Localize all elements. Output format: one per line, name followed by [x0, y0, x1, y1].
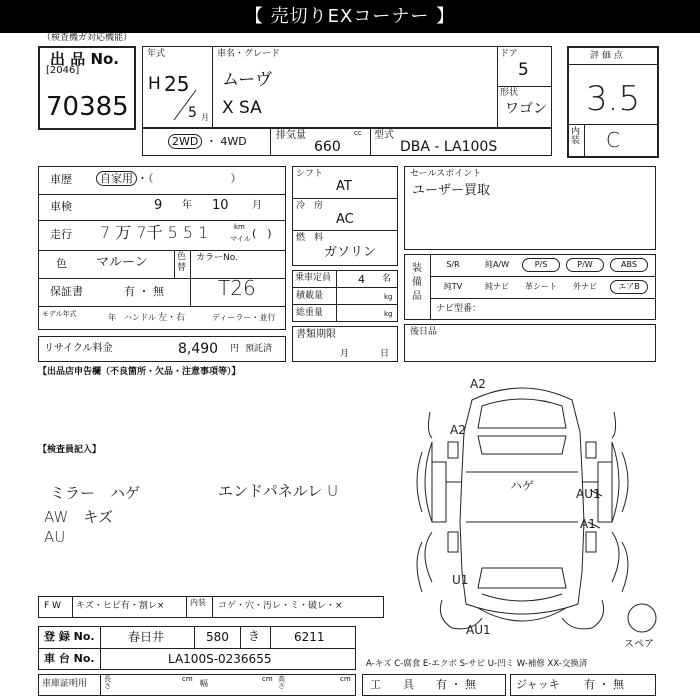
- history-label: 車歴: [50, 173, 72, 186]
- doors-value: 5: [518, 60, 529, 80]
- fuel-label: 燃 料: [296, 233, 324, 243]
- model-value: DBA - LA100S: [400, 139, 498, 155]
- load-unit: kg: [384, 293, 393, 301]
- equipment-item: 外ナビ: [573, 282, 597, 291]
- recycle-deposit: 預託済: [245, 344, 273, 354]
- diagram-mark-5: A1: [580, 517, 596, 531]
- ac-value: AC: [336, 212, 354, 227]
- certificate-unit-3: cm: [340, 675, 351, 683]
- ac-label: 冷 房: [296, 201, 324, 211]
- handle-label: ハンドル: [124, 313, 156, 322]
- navi-label: ナビ型番：: [436, 304, 482, 314]
- doors-label: ドア: [500, 49, 518, 59]
- inspector-line-3: AU: [44, 528, 66, 546]
- mileage-unit-km: km: [234, 223, 245, 231]
- history-field: 自家用 ・（ ）: [96, 173, 242, 184]
- car-grade: X SA: [222, 98, 262, 118]
- sales-point-label: セールスポイント: [410, 169, 482, 179]
- capacity-label: 乗車定員: [295, 273, 332, 283]
- diagram-mark-3: ハゲ: [510, 479, 535, 493]
- after-box: [404, 324, 656, 362]
- color-value: マルーン: [96, 255, 148, 270]
- lot-sub: [2046]: [46, 65, 80, 76]
- shape-value: ワゴン: [505, 101, 547, 117]
- weight-unit: kg: [384, 310, 393, 318]
- car-name: ムーヴ: [222, 70, 273, 90]
- mileage-label: 走行: [50, 228, 72, 241]
- capacity-unit: 名: [382, 274, 392, 284]
- shift-label: シフト: [296, 169, 324, 179]
- chassis-value: LA100S-0236655: [168, 652, 272, 666]
- equipment-label: 装備品: [412, 263, 422, 302]
- displacement-value: 660: [314, 139, 341, 155]
- diagram-mark-1: A2: [470, 377, 486, 391]
- fw-items: キズ・ヒビ有・割レ×: [76, 601, 165, 611]
- inspector-line-2: AW キズ: [44, 508, 113, 526]
- displacement-unit: cc: [354, 129, 362, 137]
- docs-day-unit: 日: [380, 349, 390, 359]
- shape-label: 形状: [500, 88, 519, 98]
- model-year-unit: 年: [108, 313, 116, 322]
- equipment-item: エアB: [610, 280, 648, 294]
- damage-legend: A-キズ C-腐食 E-エクボ S-サビ U-凹ミ W-補修 XX-交換済: [366, 659, 588, 669]
- registration-number: 6211: [294, 630, 325, 644]
- color-change-label: 色替: [177, 252, 187, 273]
- interior-label: 内装: [571, 127, 581, 146]
- dealer-label: ディーラー・並行: [212, 313, 276, 322]
- fuel-value: ガソリン: [324, 245, 377, 260]
- recycle-value: 8,490: [178, 341, 219, 357]
- equipment-item: 純A/W: [484, 260, 510, 269]
- diagram-mark-7: AU1: [466, 623, 491, 637]
- year-month-unit: 月: [201, 113, 209, 122]
- inspection-year: 9: [154, 198, 163, 213]
- certificate-unit-2: cm: [262, 675, 273, 683]
- after-label: 後日品: [410, 327, 438, 337]
- header-banner: [0, 0, 700, 33]
- inspector-line-1b: エンドパネルレ U: [218, 482, 339, 500]
- year-label: 年式: [147, 49, 166, 59]
- history-value: 自家用: [96, 171, 137, 186]
- tools-label: 工 具: [370, 678, 414, 691]
- equipment-item: 純TV: [443, 282, 463, 291]
- fw-label: F W: [44, 601, 61, 611]
- recycle-unit: 円: [230, 344, 240, 354]
- displacement-label: 排気量: [276, 130, 306, 141]
- header-title: 【 売切りEXコーナー 】: [244, 6, 456, 27]
- load-label: 積載量: [296, 291, 324, 301]
- warranty-value: 有 ・ 無: [124, 285, 164, 298]
- registration-kana: き: [248, 629, 261, 643]
- docs-label: 書類期限: [296, 329, 336, 340]
- certificate-width: 幅: [200, 679, 208, 688]
- inspection-label: 車検: [50, 200, 72, 213]
- equipment-item: ABS: [610, 258, 648, 272]
- inspection-year-unit: 年: [182, 200, 192, 211]
- model-label: 型式: [374, 130, 394, 141]
- inspection-month: 10: [212, 198, 229, 213]
- registration-label: 登 録 No.: [44, 630, 95, 643]
- certificate-height: 高さ: [278, 675, 285, 690]
- score-value: 3.5: [586, 79, 641, 119]
- remarks-label: 【出品店申告欄（不良箇所・欠品・注意事項等）】: [38, 367, 241, 377]
- handle-value: 左・右: [158, 313, 186, 323]
- equipment-item: 革シート: [525, 282, 557, 291]
- lot-label: 出 品 No.: [50, 50, 120, 68]
- year-era: H: [148, 74, 161, 94]
- docs-month-unit: 月: [340, 349, 350, 359]
- mileage-paren: ( ): [252, 227, 272, 240]
- warranty-label: 保証書: [50, 285, 83, 298]
- sales-point-value: ユーザー買取: [412, 183, 491, 198]
- spare-label: スペア: [624, 639, 654, 650]
- car-label: 車名・グレード: [217, 49, 281, 59]
- inspection-month-unit: 月: [252, 200, 262, 211]
- interior-value: C: [606, 128, 620, 152]
- lot-number: 70385: [46, 92, 129, 122]
- inspector-line-1a: ミラー ハゲ: [50, 484, 141, 502]
- certificate-unit-1: cm: [182, 675, 193, 683]
- car-damage-diagram: [412, 372, 658, 648]
- fw-interior-items: コゲ・穴・汚レ・ミ・破レ・×: [218, 601, 343, 611]
- diagram-mark-6: U1: [452, 573, 469, 587]
- model-year-label: モデル年式: [42, 310, 77, 318]
- tools-value: 有 ・ 無: [436, 678, 476, 691]
- year-value: 25: [164, 72, 190, 96]
- drive-options: 2WD ・ 4WD: [168, 136, 247, 147]
- registration-place: 春日井: [128, 630, 165, 644]
- equipment-item: S/R: [446, 260, 460, 269]
- diagram-mark-2: A2: [450, 423, 466, 437]
- equipment-item: P/W: [566, 258, 604, 272]
- shift-value: AT: [336, 179, 352, 194]
- certificate-length: 長さ: [104, 675, 111, 690]
- equipment-item: 純ナビ: [485, 282, 509, 291]
- inspector-label: 【検査員記入】: [38, 445, 102, 455]
- certificate-label: 車庫証明用: [42, 679, 88, 689]
- mileage-value: 7 万 7千 5 5 1: [100, 223, 209, 242]
- jack-value: 有 ・ 無: [584, 678, 624, 691]
- diagram-mark-4: AU1: [576, 487, 601, 501]
- registration-class: 580: [206, 630, 229, 644]
- color-code-label: カラーNo.: [196, 253, 238, 263]
- year-month: 5: [188, 105, 197, 121]
- score-label: 評 価 点: [590, 51, 623, 61]
- color-label: 色: [56, 257, 67, 270]
- color-code: T26: [218, 276, 256, 300]
- weight-label: 総重量: [296, 308, 324, 318]
- fw-interior-label: 内装: [190, 598, 206, 607]
- equipment-item: P/S: [522, 258, 560, 272]
- drive-4wd: 4WD: [220, 135, 247, 148]
- top-note: （検査機ガ対応機能）: [42, 33, 133, 43]
- chassis-label: 車 台 No.: [44, 652, 95, 665]
- capacity-value: 4: [358, 273, 365, 286]
- jack-label: ジャッキ: [516, 678, 560, 691]
- recycle-label: リサイクル料金: [44, 343, 113, 354]
- drive-2wd: 2WD: [168, 134, 202, 149]
- mileage-unit-mile: マイル: [230, 235, 251, 243]
